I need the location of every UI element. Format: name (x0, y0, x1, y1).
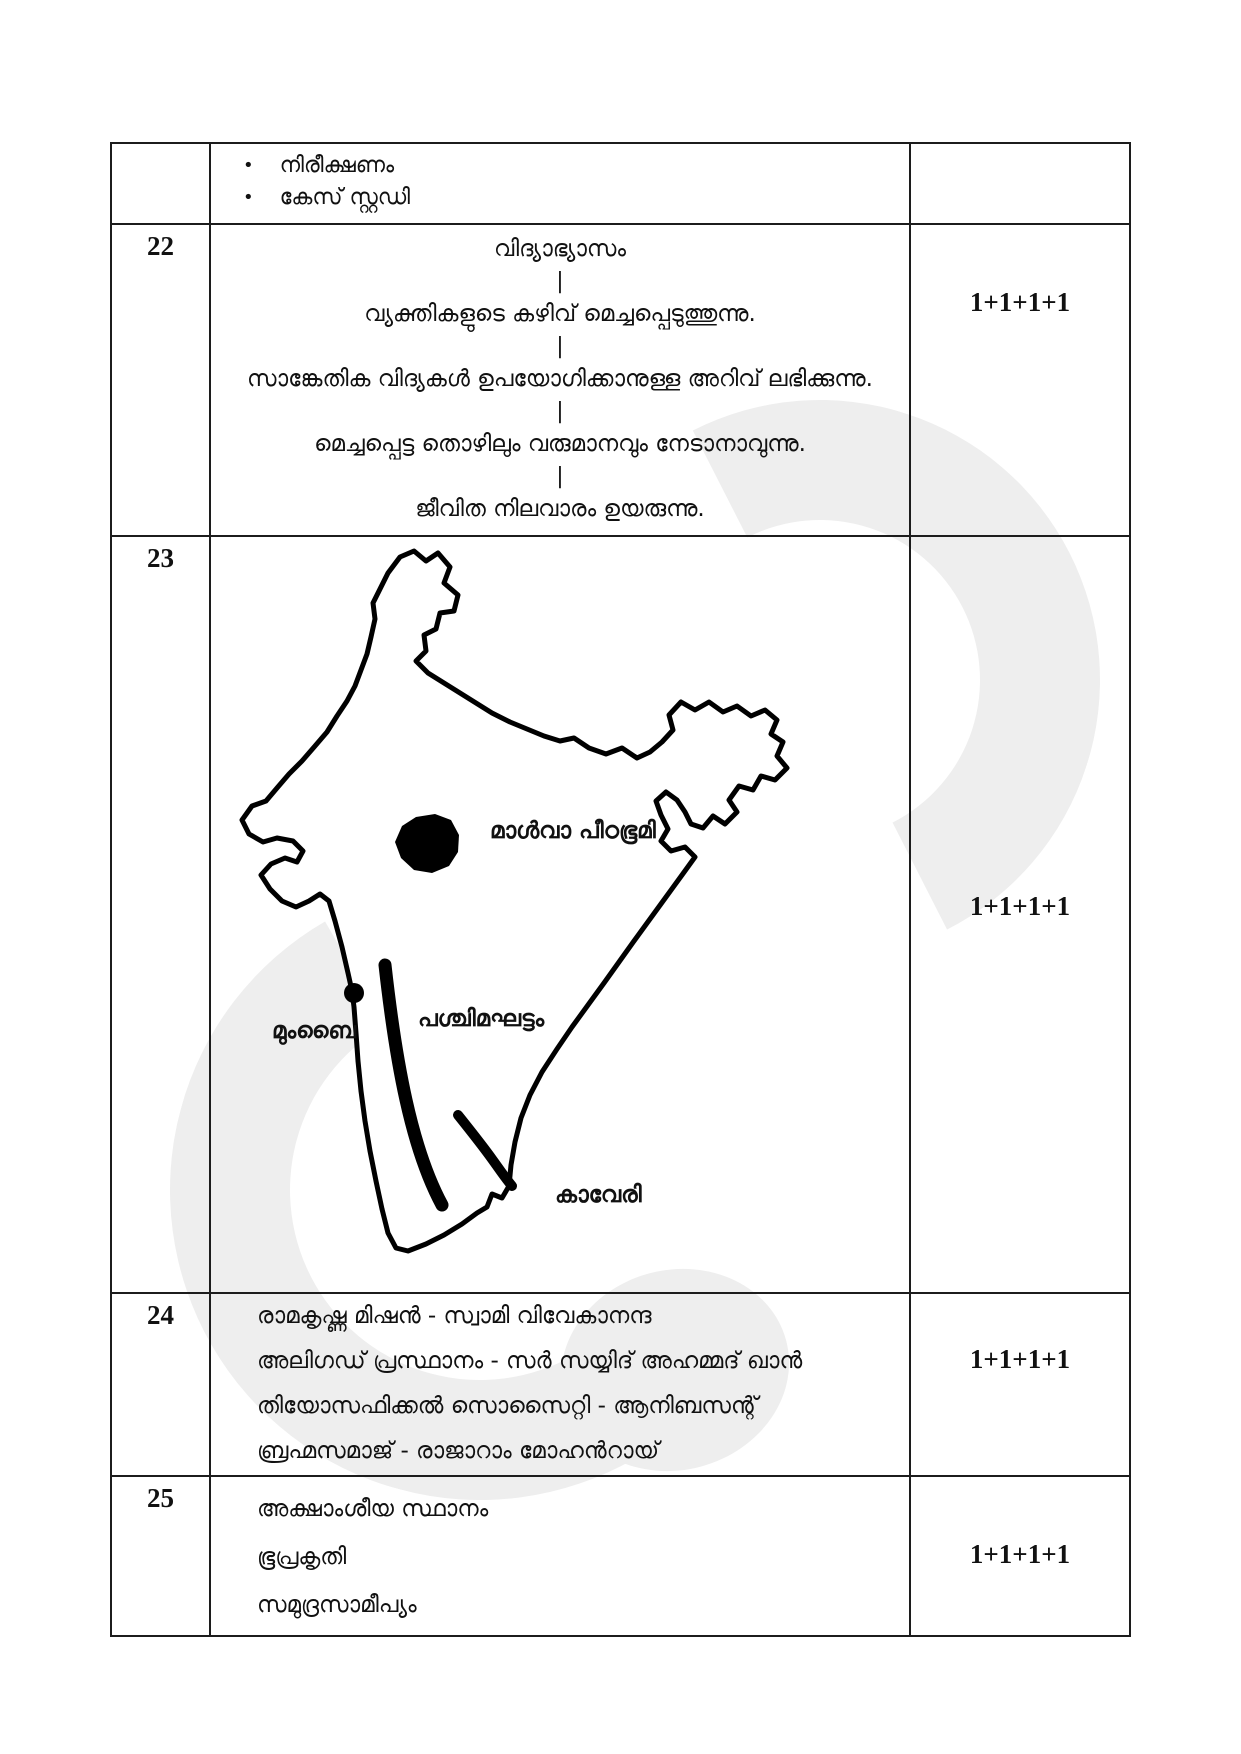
answer-cell-continuation (211, 144, 911, 223)
flow-step: സാങ്കേതിക വിദ്യകൾ ഉപയോഗിക്കാനുള്ള അറിവ് ലഭിക്കുന്നു. (247, 366, 873, 392)
flow-chart (211, 225, 909, 526)
answer-line: രാമകൃഷ്ണ മിഷൻ - സ്വാമി വിവേകാനന്ദ (257, 1303, 652, 1329)
answer-key-table (110, 142, 1131, 1637)
map-label-western-ghats: പശ്ചിമഘട്ടം (418, 1006, 545, 1032)
bullet-text: നിരീക്ഷണം (279, 152, 395, 178)
flow-connector: | (556, 399, 564, 424)
india-map (230, 545, 810, 1275)
india-outline (242, 551, 787, 1251)
answer-line: ഭൂപ്രകൃതി (257, 1544, 347, 1570)
bullet-text: കേസ് സ്റ്റഡി (279, 184, 411, 210)
answer-cell-q24 (211, 1294, 911, 1475)
marks-value: 1+1+1+1 (969, 287, 1071, 317)
table-row-q24 (112, 1292, 1129, 1475)
table-row-q25 (112, 1475, 1129, 1635)
marks-value: 1+1+1+1 (969, 1539, 1071, 1569)
marks-cell-blank (911, 144, 1129, 223)
answer-line: അലിഗഡ് പ്രസ്ഥാനം - സർ സയ്യിദ് അഹമ്മദ് ഖാൻ (257, 1348, 803, 1374)
flow-connector: | (556, 334, 564, 359)
bullet-icon: • (243, 154, 254, 176)
map-label-mumbai: മുംബൈ (272, 1018, 357, 1044)
question-number: 25 (112, 1477, 211, 1635)
flow-step: വിദ്യാഭ്യാസം (493, 236, 627, 262)
mumbai-marker (344, 983, 364, 1003)
answer-line: അക്ഷാംശീയ സ്ഥാനം (257, 1496, 489, 1522)
flow-connector: | (556, 464, 564, 489)
bullet-icon: • (243, 186, 254, 208)
table-row-continuation (112, 144, 1129, 223)
flow-step: വ്യക്തികളുടെ കഴിവ് മെച്ചപ്പെടുത്തുന്നു. (364, 301, 756, 327)
marks-value: 1+1+1+1 (969, 1344, 1071, 1374)
table-row-q23 (112, 535, 1129, 1292)
question-number: 22 (112, 225, 211, 535)
table-row-q22 (112, 223, 1129, 535)
question-number: 23 (112, 537, 211, 1292)
map-label-malwa-plateau: മാൾവാ പീഠഭൂമി (490, 818, 656, 844)
bullet-item (243, 181, 909, 213)
question-number: 24 (112, 1294, 211, 1475)
answer-line: സമുദ്രസാമീപ്യം (257, 1592, 417, 1618)
answer-cell-q22 (211, 225, 911, 535)
flow-step: മെച്ചപ്പെട്ട തൊഴിലും വരുമാനവും നേടാനാവുന്നു. (314, 431, 806, 457)
bullet-item (243, 149, 909, 181)
flow-connector: | (556, 269, 564, 294)
marks-value: 1+1+1+1 (969, 891, 1071, 921)
question-number-blank (112, 144, 211, 223)
answer-line: ബ്രഹ്മസമാജ് - രാജാറാം മോഹൻറായ് (257, 1438, 660, 1464)
flow-step: ജീവിത നിലവാരം ഉയരുന്നു. (415, 496, 705, 522)
answer-cell-q25 (211, 1477, 911, 1635)
answer-line: തിയോസഫിക്കൽ സൊസൈറ്റി - ആനിബസന്റ് (257, 1393, 758, 1419)
answer-cell-q23 (211, 537, 911, 1292)
map-label-kaveri: കാവേരി (555, 1182, 642, 1208)
